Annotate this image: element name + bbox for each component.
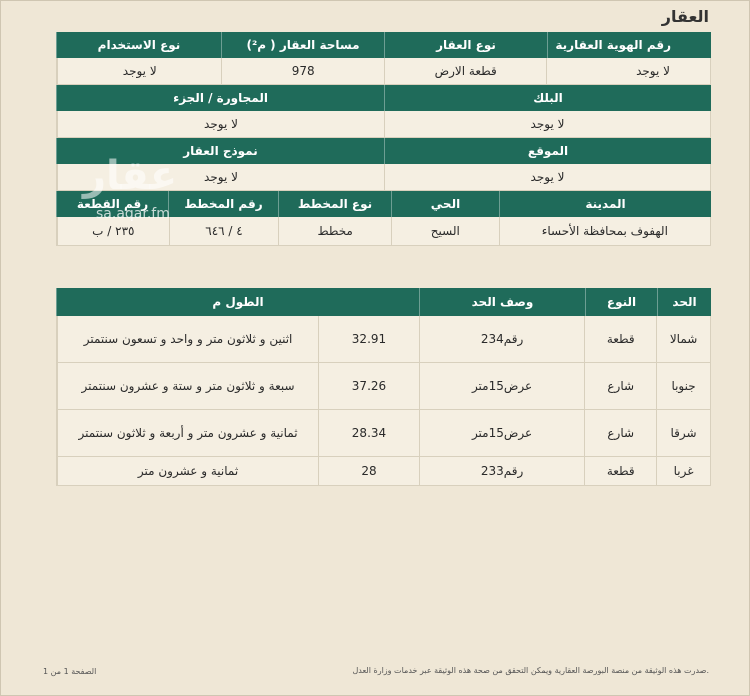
boundary-direction: شرقا bbox=[656, 410, 710, 456]
value-plan-type: مخطط bbox=[278, 217, 391, 245]
header-district: الحي bbox=[391, 191, 499, 217]
header-usage-type: نوع الاستخدام bbox=[56, 32, 221, 58]
boundary-description: عرض15متر bbox=[419, 410, 584, 456]
watermark-logo: عقار bbox=[83, 153, 178, 199]
page-number: الصفحة 1 من 1 bbox=[43, 667, 97, 676]
boundary-length: 28.34 bbox=[318, 410, 419, 456]
boundary-description: رقم233 bbox=[419, 457, 584, 485]
value-district: السيح bbox=[391, 217, 499, 245]
header-city: المدينة bbox=[499, 191, 711, 217]
header-property-id: رقم الهوية العقارية bbox=[547, 32, 711, 58]
property-header-row-2 bbox=[56, 85, 711, 111]
header-description: وصف الحد bbox=[419, 288, 585, 316]
boundary-direction: شمالا bbox=[656, 316, 710, 362]
header-plan-number: رقم المخطط bbox=[168, 191, 278, 217]
boundary-description: رقم234 bbox=[419, 316, 584, 362]
boundary-type: شارع bbox=[584, 363, 656, 409]
boundary-length-text: سبعة و ثلاثون متر و ستة و عشرون سنتمتر bbox=[57, 363, 318, 409]
boundary-length-text: اثنين و ثلاثون متر و واحد و تسعون سنتمتر bbox=[57, 316, 318, 362]
header-property-area: مساحة العقار ( م²) bbox=[221, 32, 384, 58]
header-property-type: نوع العقار bbox=[384, 32, 547, 58]
value-property-id: لا يوجد bbox=[546, 58, 710, 84]
boundary-length-text: ثمانية و عشرون متر bbox=[57, 457, 318, 485]
table-row bbox=[56, 457, 711, 486]
boundaries-table bbox=[56, 288, 711, 486]
table-row bbox=[56, 316, 711, 363]
boundary-length: 37.26 bbox=[318, 363, 419, 409]
footer-note: صدرت هذه الوثيقة من منصة البورصة العقارية ويمكن التحقق من صحة هذه الوثيقة عبر خدمات وزارة العدل. bbox=[352, 666, 709, 675]
value-property-model: لا يوجد bbox=[57, 164, 384, 190]
table-row bbox=[56, 410, 711, 457]
header-neighborhood-part: المجاورة / الجزء bbox=[56, 85, 384, 111]
header-boundary: الحد bbox=[657, 288, 711, 316]
value-city: الهفوف بمحافظة الأحساء bbox=[499, 217, 710, 245]
property-value-row-2 bbox=[56, 111, 711, 138]
boundary-direction: غربا bbox=[656, 457, 710, 485]
watermark-url: sa.aqar.fm bbox=[96, 206, 170, 222]
value-property-area: 978 bbox=[221, 58, 383, 84]
value-block: لا يوجد bbox=[384, 111, 710, 137]
value-plot-number: ٢٣٥ / ب bbox=[57, 217, 169, 245]
boundary-length: 32.91 bbox=[318, 316, 419, 362]
boundary-type: قطعة bbox=[584, 457, 656, 485]
section-title: العقار bbox=[661, 7, 709, 26]
value-plan-number: ٤ / ٦٤٦ bbox=[169, 217, 279, 245]
boundary-length: 28 bbox=[318, 457, 419, 485]
header-plot-number: رقم القطعة bbox=[56, 191, 168, 217]
header-length: الطول م bbox=[56, 288, 419, 316]
header-type: النوع bbox=[585, 288, 657, 316]
header-location: الموقع bbox=[384, 138, 711, 164]
boundaries-header-row bbox=[56, 288, 711, 316]
header-property-model: نموذج العقار bbox=[56, 138, 384, 164]
boundary-type: شارع bbox=[584, 410, 656, 456]
boundary-length-text: ثمانية و عشرون متر و أربعة و ثلاثون سنتمتر bbox=[57, 410, 318, 456]
boundary-direction: جنوبا bbox=[656, 363, 710, 409]
boundary-description: عرض15متر bbox=[419, 363, 584, 409]
value-location: لا يوجد bbox=[384, 164, 710, 190]
header-plan-type: نوع المخطط bbox=[278, 191, 391, 217]
header-block: البلك bbox=[384, 85, 711, 111]
value-usage-type: لا يوجد bbox=[57, 58, 221, 84]
table-row bbox=[56, 363, 711, 410]
boundary-type: قطعة bbox=[584, 316, 656, 362]
property-value-row-1 bbox=[56, 58, 711, 85]
property-header-row-1 bbox=[56, 32, 711, 58]
value-neighborhood-part: لا يوجد bbox=[57, 111, 384, 137]
value-property-type: قطعة الارض bbox=[384, 58, 546, 84]
